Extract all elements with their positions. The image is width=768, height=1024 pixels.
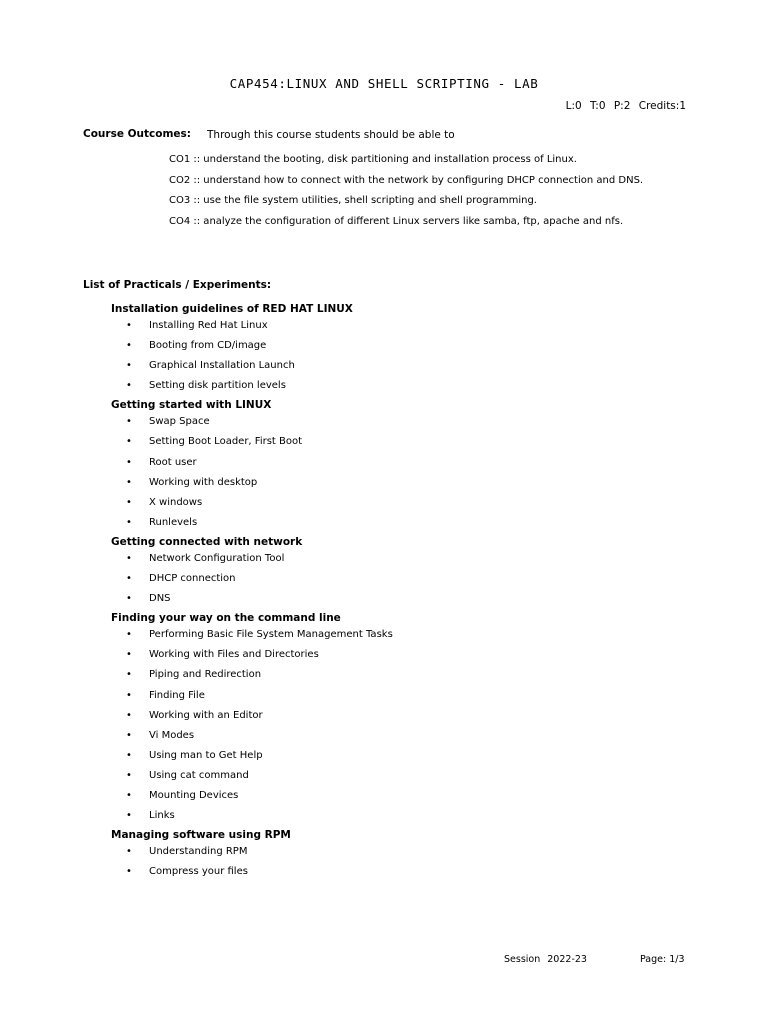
list-item-text: Network Configuration Tool bbox=[149, 552, 285, 564]
section-items bbox=[111, 552, 393, 612]
list-item bbox=[111, 592, 393, 612]
bullet-icon: • bbox=[126, 496, 132, 508]
course-outcome-item: CO2 :: understand how to connect with the network by configuring DHCP connection and DNS. bbox=[169, 174, 644, 186]
bullet-icon: • bbox=[126, 476, 132, 488]
list-item bbox=[111, 456, 393, 476]
bullet-icon: • bbox=[126, 360, 132, 372]
list-item-text: Graphical Installation Launch bbox=[149, 360, 295, 372]
document-title: CAP454:LINUX AND SHELL SCRIPTING - LAB bbox=[229, 76, 539, 91]
list-item-text: Piping and Redirection bbox=[149, 669, 262, 681]
bullet-icon: • bbox=[126, 573, 132, 585]
list-item bbox=[111, 552, 393, 572]
course-outcomes-label: Course Outcomes: bbox=[83, 128, 191, 140]
section-title: Managing software using RPM bbox=[111, 829, 291, 842]
list-item bbox=[111, 689, 393, 709]
practicals-heading: List of Practicals / Experiments: bbox=[83, 279, 272, 291]
bullet-icon: • bbox=[126, 320, 132, 331]
list-item-text: Installing Red Hat Linux bbox=[149, 320, 268, 331]
list-item-text: Working with an Editor bbox=[149, 709, 263, 721]
list-item-text: Understanding RPM bbox=[149, 846, 248, 858]
list-item bbox=[111, 379, 393, 399]
list-item bbox=[111, 339, 393, 359]
list-item-text: DHCP connection bbox=[149, 573, 236, 585]
list-item-text: Mounting Devices bbox=[149, 789, 239, 801]
list-item-text: Setting disk partition levels bbox=[149, 380, 286, 392]
list-item-text: X windows bbox=[149, 496, 203, 508]
section-title: Installation guidelines of RED HAT LINUX bbox=[111, 303, 353, 315]
list-item-text: Working with desktop bbox=[149, 476, 258, 488]
bullet-icon: • bbox=[126, 769, 132, 781]
bullet-icon: • bbox=[126, 629, 132, 641]
list-item bbox=[111, 709, 393, 729]
list-item bbox=[111, 359, 393, 379]
section-items bbox=[111, 845, 393, 885]
bullet-icon: • bbox=[126, 709, 132, 721]
bullet-icon: • bbox=[126, 846, 132, 858]
list-item bbox=[111, 415, 393, 435]
list-item bbox=[111, 572, 393, 592]
course-outcomes-intro: Through this course students should be able to bbox=[207, 129, 455, 141]
course-outcome-item: CO3 :: use the file system utilities, shell scripting and shell programming. bbox=[169, 195, 537, 206]
bullet-icon: • bbox=[126, 340, 132, 352]
list-item-text: Root user bbox=[149, 456, 197, 468]
bullet-icon: • bbox=[126, 669, 132, 681]
footer-page-number: Page: 1/3 bbox=[640, 954, 685, 965]
bullet-icon: • bbox=[126, 380, 132, 392]
list-item bbox=[111, 749, 393, 769]
list-item-text: Finding File bbox=[149, 689, 205, 701]
list-item bbox=[111, 496, 393, 516]
list-item bbox=[111, 729, 393, 749]
section-title: Finding your way on the command line bbox=[111, 612, 341, 625]
bullet-icon: • bbox=[126, 729, 132, 741]
list-item bbox=[111, 845, 393, 865]
course-outcome-item: CO4 :: analyze the configuration of different Linux servers like samba, ftp, apache and nfs. bbox=[169, 215, 624, 227]
bullet-icon: • bbox=[126, 436, 132, 448]
practical-sections bbox=[111, 303, 393, 885]
list-item-text: Links bbox=[149, 810, 175, 822]
list-item bbox=[111, 435, 393, 455]
bullet-icon: • bbox=[126, 866, 132, 878]
list-item bbox=[111, 628, 393, 648]
list-item-text: Vi Modes bbox=[149, 729, 195, 741]
list-item-text: Using cat command bbox=[149, 769, 249, 781]
bullet-icon: • bbox=[126, 810, 132, 822]
section-items bbox=[111, 415, 393, 536]
bullet-icon: • bbox=[126, 593, 132, 605]
list-item bbox=[111, 865, 393, 885]
list-item bbox=[111, 789, 393, 809]
bullet-icon: • bbox=[126, 416, 132, 428]
course-outcomes-list bbox=[169, 153, 643, 235]
bullet-icon: • bbox=[126, 552, 132, 564]
list-item-text: Working with Files and Directories bbox=[149, 649, 319, 661]
list-item bbox=[111, 516, 393, 536]
list-item-text: Compress your files bbox=[149, 866, 248, 878]
course-outcome-item: CO1 :: understand the booting, disk partitioning and installation process of Linux. bbox=[169, 154, 577, 165]
section-title: Getting connected with network bbox=[111, 535, 303, 548]
list-item-text: Runlevels bbox=[149, 516, 198, 528]
list-item-text: Performing Basic File System Management Tasks bbox=[149, 629, 393, 641]
list-item-text: Booting from CD/image bbox=[149, 340, 267, 352]
list-item bbox=[111, 476, 393, 496]
bullet-icon: • bbox=[126, 649, 132, 661]
list-item-text: Using man to Get Help bbox=[149, 749, 263, 761]
section-title: Getting started with LINUX bbox=[111, 399, 272, 412]
course-meta: L:0 T:0 P:2 Credits:1 bbox=[565, 100, 686, 112]
bullet-icon: • bbox=[126, 789, 132, 801]
list-item bbox=[111, 668, 393, 688]
bullet-icon: • bbox=[126, 749, 132, 761]
section-items bbox=[111, 319, 393, 399]
list-item-text: Swap Space bbox=[149, 416, 210, 428]
list-item bbox=[111, 648, 393, 668]
list-item bbox=[111, 769, 393, 789]
list-item bbox=[111, 319, 393, 339]
list-item-text: Setting Boot Loader, First Boot bbox=[149, 436, 303, 448]
footer-session: Session 2022-23 bbox=[504, 954, 587, 965]
section-items bbox=[111, 628, 393, 829]
list-item-text: DNS bbox=[149, 593, 171, 605]
bullet-icon: • bbox=[126, 456, 132, 468]
list-item bbox=[111, 809, 393, 829]
bullet-icon: • bbox=[126, 516, 132, 528]
bullet-icon: • bbox=[126, 689, 132, 701]
